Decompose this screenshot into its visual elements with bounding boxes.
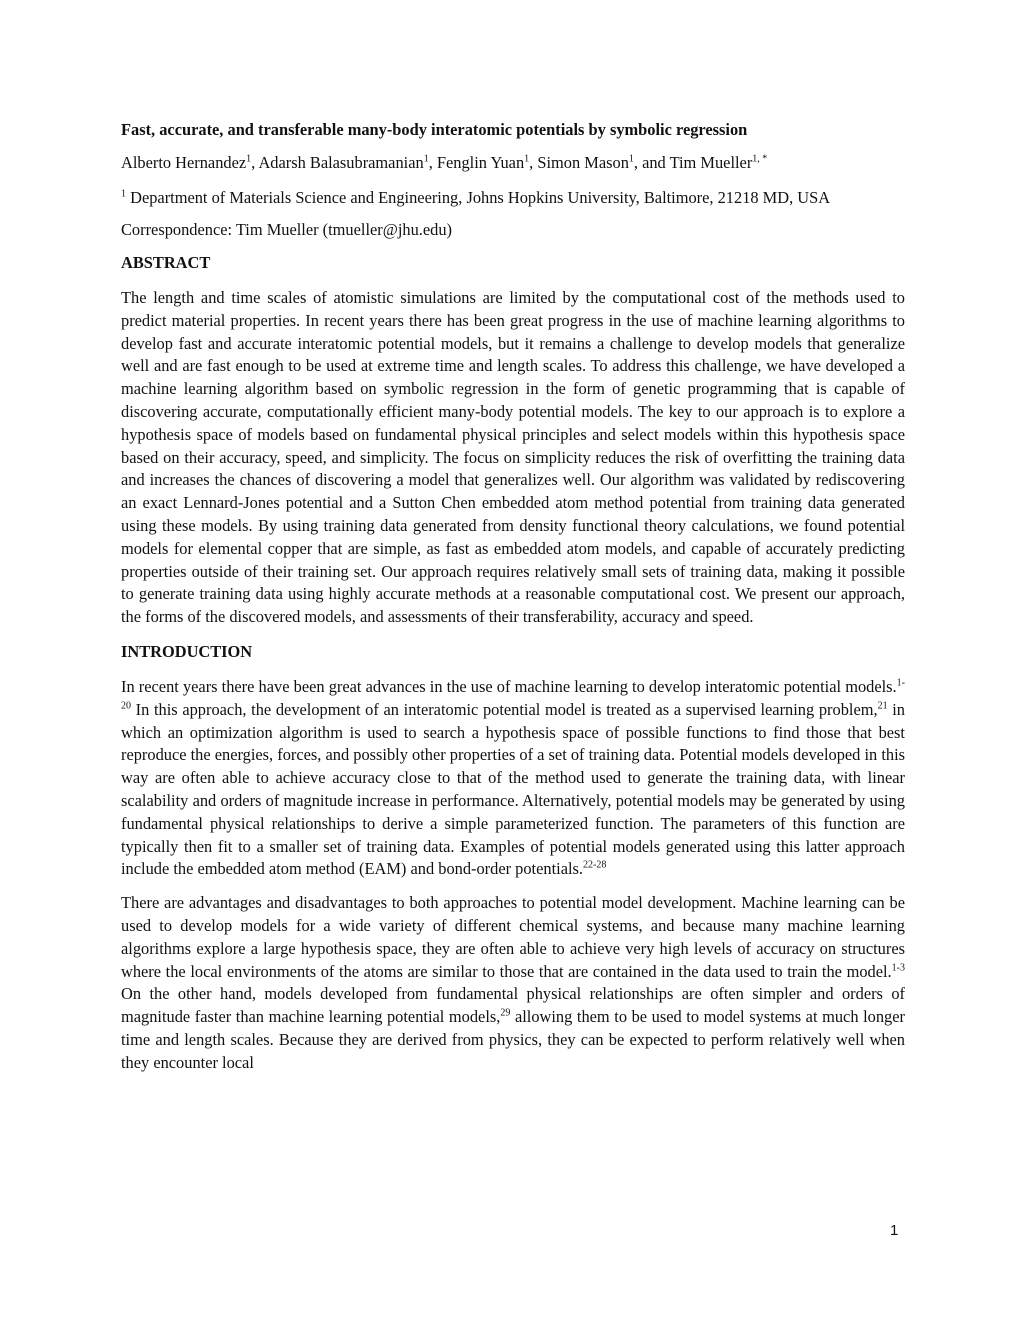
author-separator: , [529,153,538,172]
author-list [121,151,905,174]
citation-ref: 1-3 [891,962,905,974]
author-name: Simon Mason [537,153,629,172]
affiliation-mark: 1 [121,188,126,200]
paragraph-text: in which an optimization algorithm is used to search a hypothesis space of possible functions to find those that best reproduce the energies, forces, and possibly other properties of a set of training data. Potential models developed in this way are often able to achieve accuracy close to that of the method used to generate the training data, with linear scalability and orders of magnitude increase in performance. Alternatively, potential models may be generated by using fundamental physical relationships to derive a simple parameterized function. The parameters of this function are typically then fit to a smaller set of training data. Examples of potential models generated using this latter approach include the embedded atom method (EAM) and bond-order potentials. [121,699,905,879]
abstract-heading: ABSTRACT [121,253,211,272]
affiliation-text: Department of Materials Science and Engineering, Johns Hopkins University, Baltimore, 21218 MD, USA [130,188,831,207]
author-name: Tim Mueller [669,153,753,172]
author-name: Adarsh Balasubramanian [258,153,424,172]
author-affiliation-mark: 1, * [752,153,768,165]
page-number: 1 [890,1222,899,1239]
author-affiliation-mark: 1 [524,153,530,165]
author-separator: , [251,153,259,172]
citation-ref: 29 [500,1007,511,1019]
author-affiliation-mark: 1 [246,153,252,165]
affiliation [121,186,905,209]
author-affiliation-mark: 1 [628,153,634,165]
citation-ref: 21 [877,700,888,712]
paper-title: Fast, accurate, and transferable many-body interatomic potentials by symbolic regression [121,120,748,139]
paragraph-text: In recent years there have been great advances in the use of machine learning to develop interatomic potential models. [121,676,897,696]
author-separator: , [428,153,437,172]
citation-ref: 22-28 [583,859,607,871]
author-separator: , and [633,153,670,172]
paragraph-text: allowing them to be used to model systems at much longer time and length scales. Because they are derived from physics, they can be expected to perform relatively well when they encounter local [121,1007,905,1072]
correspondence: Correspondence: Tim Mueller (tmueller@jhu.edu) [121,220,453,239]
introduction-heading: INTRODUCTION [121,641,253,661]
intro-paragraph-1 [121,676,905,881]
paragraph-text: On the other hand, models developed from fundamental physical relationships are often simpler and orders of magnitude faster than machine learning potential models, [121,984,905,1027]
abstract-paragraph: The length and time scales of atomistic simulations are limited by the computational cost of the methods used to predict material properties. In recent years there has been great progress in the use of machine learning algorithms to develop fast and accurate interatomic potential models, but it remains a challenge to develop models that generalize well and are fast enough to be used at extreme time and length scales. To address this challenge, we have developed a machine learning algorithm based on symbolic regression in the form of genetic programming that is capable of discovering accurate, computationally efficient many-body potential models. The key to our approach is to explore a hypothesis space of models based on fundamental physical principles and select models within this hypothesis space based on their accuracy, speed, and simplicity. The focus on simplicity reduces the risk of overfitting the training data and increases the chances of discovering a model that generalizes well. Our algorithm was validated by rediscovering an exact Lennard-Jones potential and a Sutton Chen embedded atom method potential from training data generated using these models. By using training data generated from density functional theory calculations, we found potential models for elemental copper that are simple, as fast as embedded atom models, and capable of accurately predicting properties outside of their training set. Our approach requires relatively small sets of training data, making it possible to generate training data using highly accurate methods at a reasonable computational cost. We present our approach, the forms of the discovered models, and assessments of their transferability, accuracy and speed. [121,288,905,627]
author-name: Fenglin Yuan [436,153,525,172]
paper-page [121,118,905,1086]
paragraph-text: There are advantages and disadvantages to both approaches to potential model development. Machine learning can be used to develop models for a wide variety of different chemical systems, and because many machine learning algorithms explore a large hypothesis space, they are often able to achieve very high levels of accuracy on structures where the local environments of the atoms are similar to those that are contained in the data used to train the model. [121,893,905,981]
citation-ref: 1-20 [121,677,905,712]
intro-paragraph-2 [121,892,905,1074]
paragraph-text: In this approach, the development of an interatomic potential model is treated as a supervised learning problem, [131,699,878,719]
author-affiliation-mark: 1 [423,153,429,165]
author-name: Alberto Hernandez [121,153,247,172]
